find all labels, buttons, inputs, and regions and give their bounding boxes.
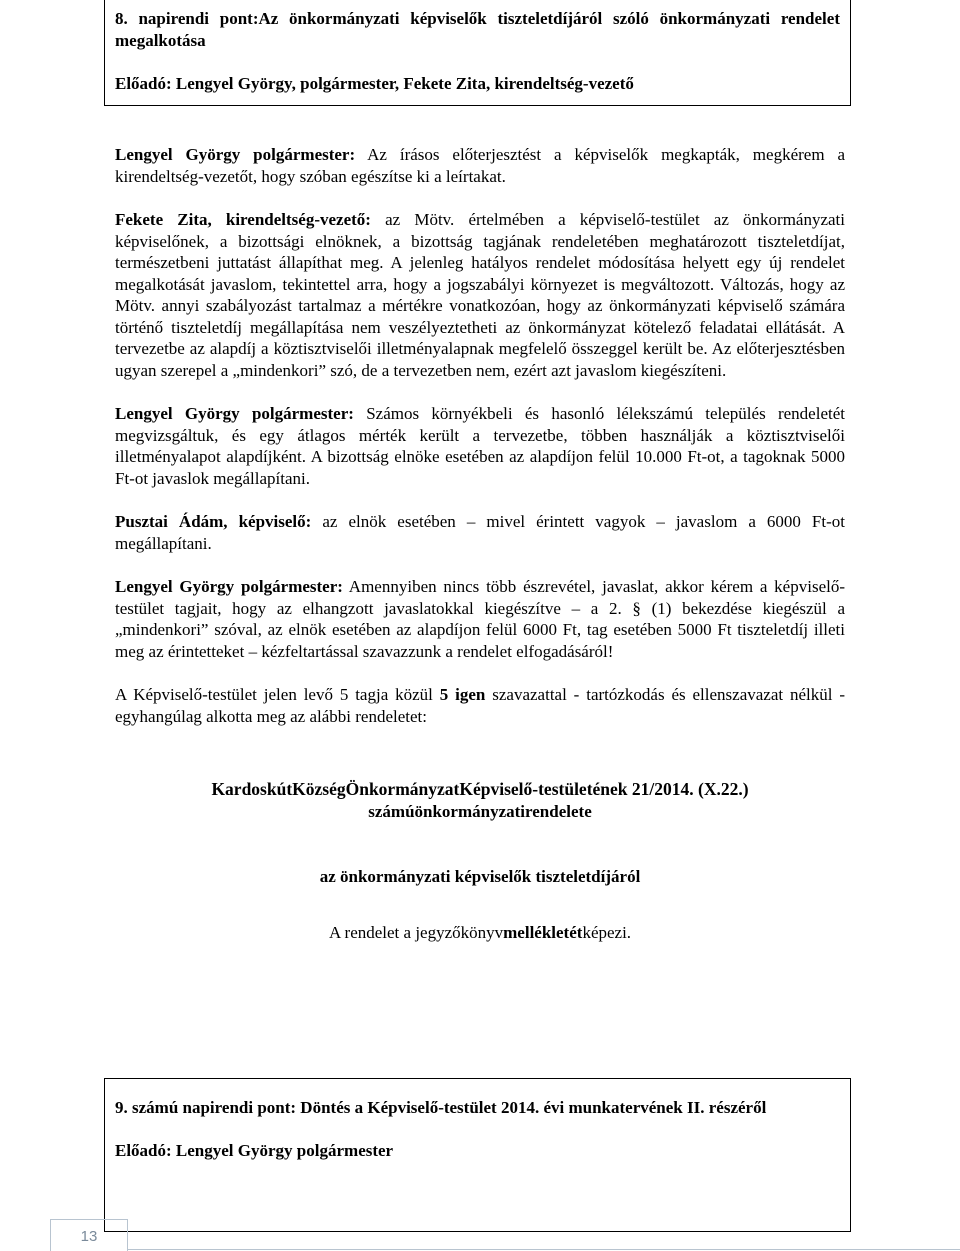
speaker: Pusztai Ádám, képviselő: [115,512,312,531]
page-number: 13 [80,1228,98,1245]
statement: Amennyiben nincs több észrevétel, javaslat, akkor kérem a képviselő-testület tagjait, hogy az elhangzott javaslatokkal kiegészítve – a 2. § (1) bekezdése kiegészül a „mindenkori” szóval, az elnök esetében az alapdíjon felül 6000 Ft, tag esetében 5000 Ft tiszteletdíj illeti meg az érintetteket – kézfeltartással szavazzunk a rendelet elfogadásáról! [115,577,845,661]
vote-result: A Képviselő-testület jelen levő 5 tagja közül 5 igen szavazattal - tartózkodás és ellenszavazat nélkül - egyhangúlag alkotta meg az alábbi rendeletet: [115,685,845,726]
paragraph-3 [115,403,845,489]
speaker: Lengyel György polgármester: [115,577,343,596]
paragraph-2 [115,209,845,381]
paragraph-5 [115,576,845,662]
minutes-body [115,144,845,965]
agenda-item-8-title: 8. napirendi pont:Az önkormányzati képviselők tiszteletdíjáról szóló önkormányzati rendelet megalkotása [115,9,840,50]
agenda-item-9-presenter: Előadó: Lengyel György polgármester [115,1140,394,1160]
ordinance-subject: az önkormányzati képviselők tiszteletdíjáról [319,867,641,886]
statement: az Mötv. értelmében a képviselő-testület az önkormányzati képviselőnek, a bizottsági elnöknek, a bizottság tagjának rendeletében meghatározott tiszteletdíjat, természetbeni juttatást állapíthat meg. A jelenleg hatályos rendelet módosítása helyett egy új rendelet megalkotását javaslom, tekintettel arra, hogy a jogszabályi környezet is megváltozott. Változás, hogy az Mötv. annyi szabályozást tartalmaz a mértékre vonatkozóan, hogy az önkormányzati képviselő számára történő tiszteletdíj megállapítása nem veszélyeztetheti az önkormányzat kötelező feladatai ellátását. A tervezetbe az alapdíj a köztisztviselői illetményalapnak megfelelő összeggel került be. Az előterjesztésben ugyan szerepel a „mindenkori” szó, de a tervezetben nem, ezért azt javaslom kiegészíteni. [115,210,845,380]
agenda-item-9-box [104,1078,851,1232]
ordinance-title: KardoskútKözségÖnkormányzatKépviselő-testületének 21/2014. (X.22.) [211,779,749,799]
speaker: Lengyel György polgármester: [115,145,356,164]
agenda-item-8-box [104,0,851,106]
ordinance-annex-note: A rendelet a jegyzőkönyvmellékletétképezi. [328,922,632,942]
vote-count: 5 igen [439,685,486,704]
statement: Számos környékbeli és hasonló lélekszámú település rendeletét megvizsgáltuk, és egy átlagos mérték került a tervezetbe, többen használják a köztisztviselői illetményalapot alapdíjként. A bizottság elnöke esetében az alapdíjon felül 10.000 Ft-ot, a tagoknak 5000 Ft-ot javaslok megállapítani. [115,404,845,488]
paragraph-4 [115,511,845,554]
speaker: Fekete Zita, kirendeltség-vezető: [115,210,371,229]
statement: Az írásos előterjesztést a képviselők megkapták, megkérem a kirendeltség-vezetőt, hogy szóban egészítse ki a leírtakat. [115,145,845,186]
footer-divider [128,1249,960,1250]
agenda-item-8-presenter: Előadó: Lengyel György, polgármester, Fekete Zita, kirendeltség-vezető [115,74,634,93]
agenda-item-9-title: 9. számú napirendi pont: Döntés a Képviselő-testület 2014. évi munkatervének II. részéről [115,1098,767,1117]
statement: az elnök esetében – mivel érintett vagyok – javaslom a 6000 Ft-ot megállapítani. [115,512,845,553]
speaker: Lengyel György polgármester: [115,404,354,423]
paragraph-1 [115,144,845,187]
ordinance-number: számúönkormányzatirendelete [368,801,592,821]
